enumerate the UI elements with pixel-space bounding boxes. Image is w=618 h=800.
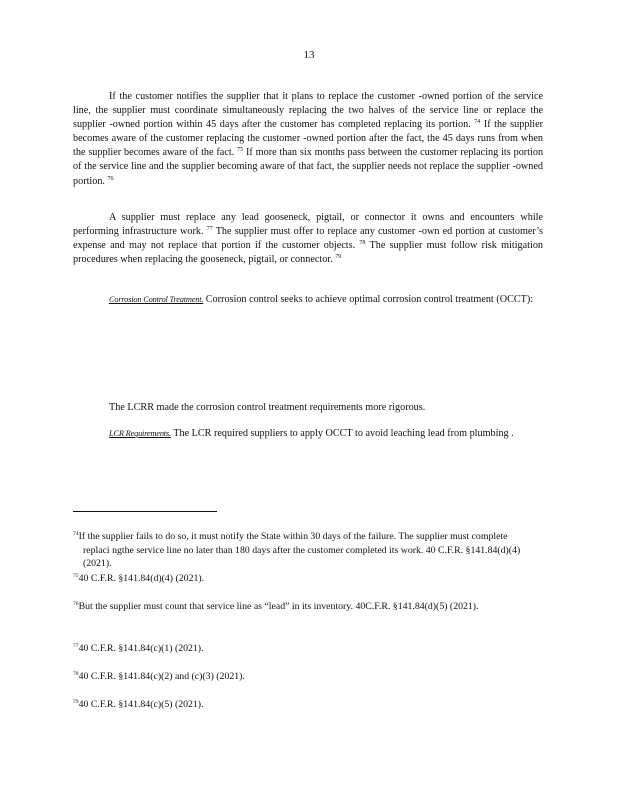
paragraph-text: The LCR required suppliers to apply OCCT to avoid leaching lead from plumbing . <box>173 428 514 439</box>
paragraph-text: Corrosion control seeks to achieve optimal corrosion control treatment (OCCT): <box>205 294 534 305</box>
footnote-number: 79 <box>73 699 79 705</box>
paragraph-corrosion-control <box>73 293 543 307</box>
footnote-76 <box>73 600 533 614</box>
footnote-79 <box>73 698 533 712</box>
footnote-text: But the supplier must count that service line as “lead” in its inventory. 40C.F.R. §141.84(d)(5) (2021). <box>78 601 479 612</box>
footnote-ref: 74 <box>474 119 481 126</box>
paragraph-text: If the customer notifies the supplier that it plans to replace the customer -owned portion of the service line, the supplier must coordinate simultaneously replacing the two halves of the service line or replace the supplier -owned portion within 45 days after the customer has completed replacing its portion. <box>73 91 543 131</box>
footnote-text: 40 C.F.R. §141.84(d)(4) (2021). <box>78 573 205 584</box>
footnote-74 <box>73 530 533 571</box>
paragraph-text: The supplier must follow risk mitigation procedures when replacing the gooseneck, pigtail, or connector. <box>73 240 544 266</box>
paragraph-service-line <box>73 90 543 189</box>
paragraph-lcr-requirements <box>73 427 543 441</box>
footnote-text: 40 C.F.R. §141.84(c)(2) and (c)(3) (2021). <box>78 671 245 682</box>
paragraph-lcrr <box>109 401 487 415</box>
footnote-78 <box>73 670 533 684</box>
page-number: 13 <box>303 49 315 61</box>
footnote-text: 40 C.F.R. §141.84(c)(1) (2021). <box>78 643 204 654</box>
paragraph-text: A supplier must replace any lead gooseneck, pigtail, or connector it owns and encounters while performing infrastructure work. <box>73 212 543 238</box>
footnote-ref: 79 <box>335 254 342 261</box>
footnote-text: If the supplier fails to do so, it must notify the State within 30 days of the failure. The supplier must complete replaci ngthe service line no later than 180 days after the customer completed its work. 40 C.F.R. §141.84(d)(4) (2021). <box>78 531 521 570</box>
paragraph-gooseneck <box>73 211 543 267</box>
footnote-number: 76 <box>73 601 79 607</box>
footnote-ref: 76 <box>107 175 114 182</box>
footnote-number: 77 <box>73 643 79 649</box>
footnote-number: 78 <box>73 671 79 677</box>
section-heading: LCR Requirements. <box>109 429 171 438</box>
footnote-ref: 78 <box>359 240 366 247</box>
section-heading: Corrosion Control Treatment. <box>109 295 204 304</box>
footnote-separator <box>73 511 217 512</box>
footnote-number: 74 <box>73 531 79 537</box>
footnote-ref: 75 <box>237 147 244 154</box>
footnote-text: 40 C.F.R. §141.84(c)(5) (2021). <box>78 699 204 710</box>
footnote-number: 75 <box>73 573 79 579</box>
footnote-ref: 77 <box>206 226 213 233</box>
paragraph-text: The LCRR made the corrosion control treatment requirements more rigorous. <box>109 402 426 413</box>
footnote-77 <box>73 642 533 656</box>
paragraph-text: The supplier must offer to replace any customer -own ed portion at customer’s expense and may not replace that portion if the customer objects. <box>73 226 544 252</box>
footnote-75 <box>73 572 533 586</box>
paragraph-text: If more than six months pass between the customer replacing its portion of the service line and the supplier becoming aware of that fact, the supplier needs not replace the supplier -owned portion. <box>73 147 544 187</box>
paragraph-text: If the supplier becomes aware of the customer replacing the customer -owned portion after the fact, the 45 days runs from when the supplier becomes aware of the fact. <box>73 119 543 159</box>
